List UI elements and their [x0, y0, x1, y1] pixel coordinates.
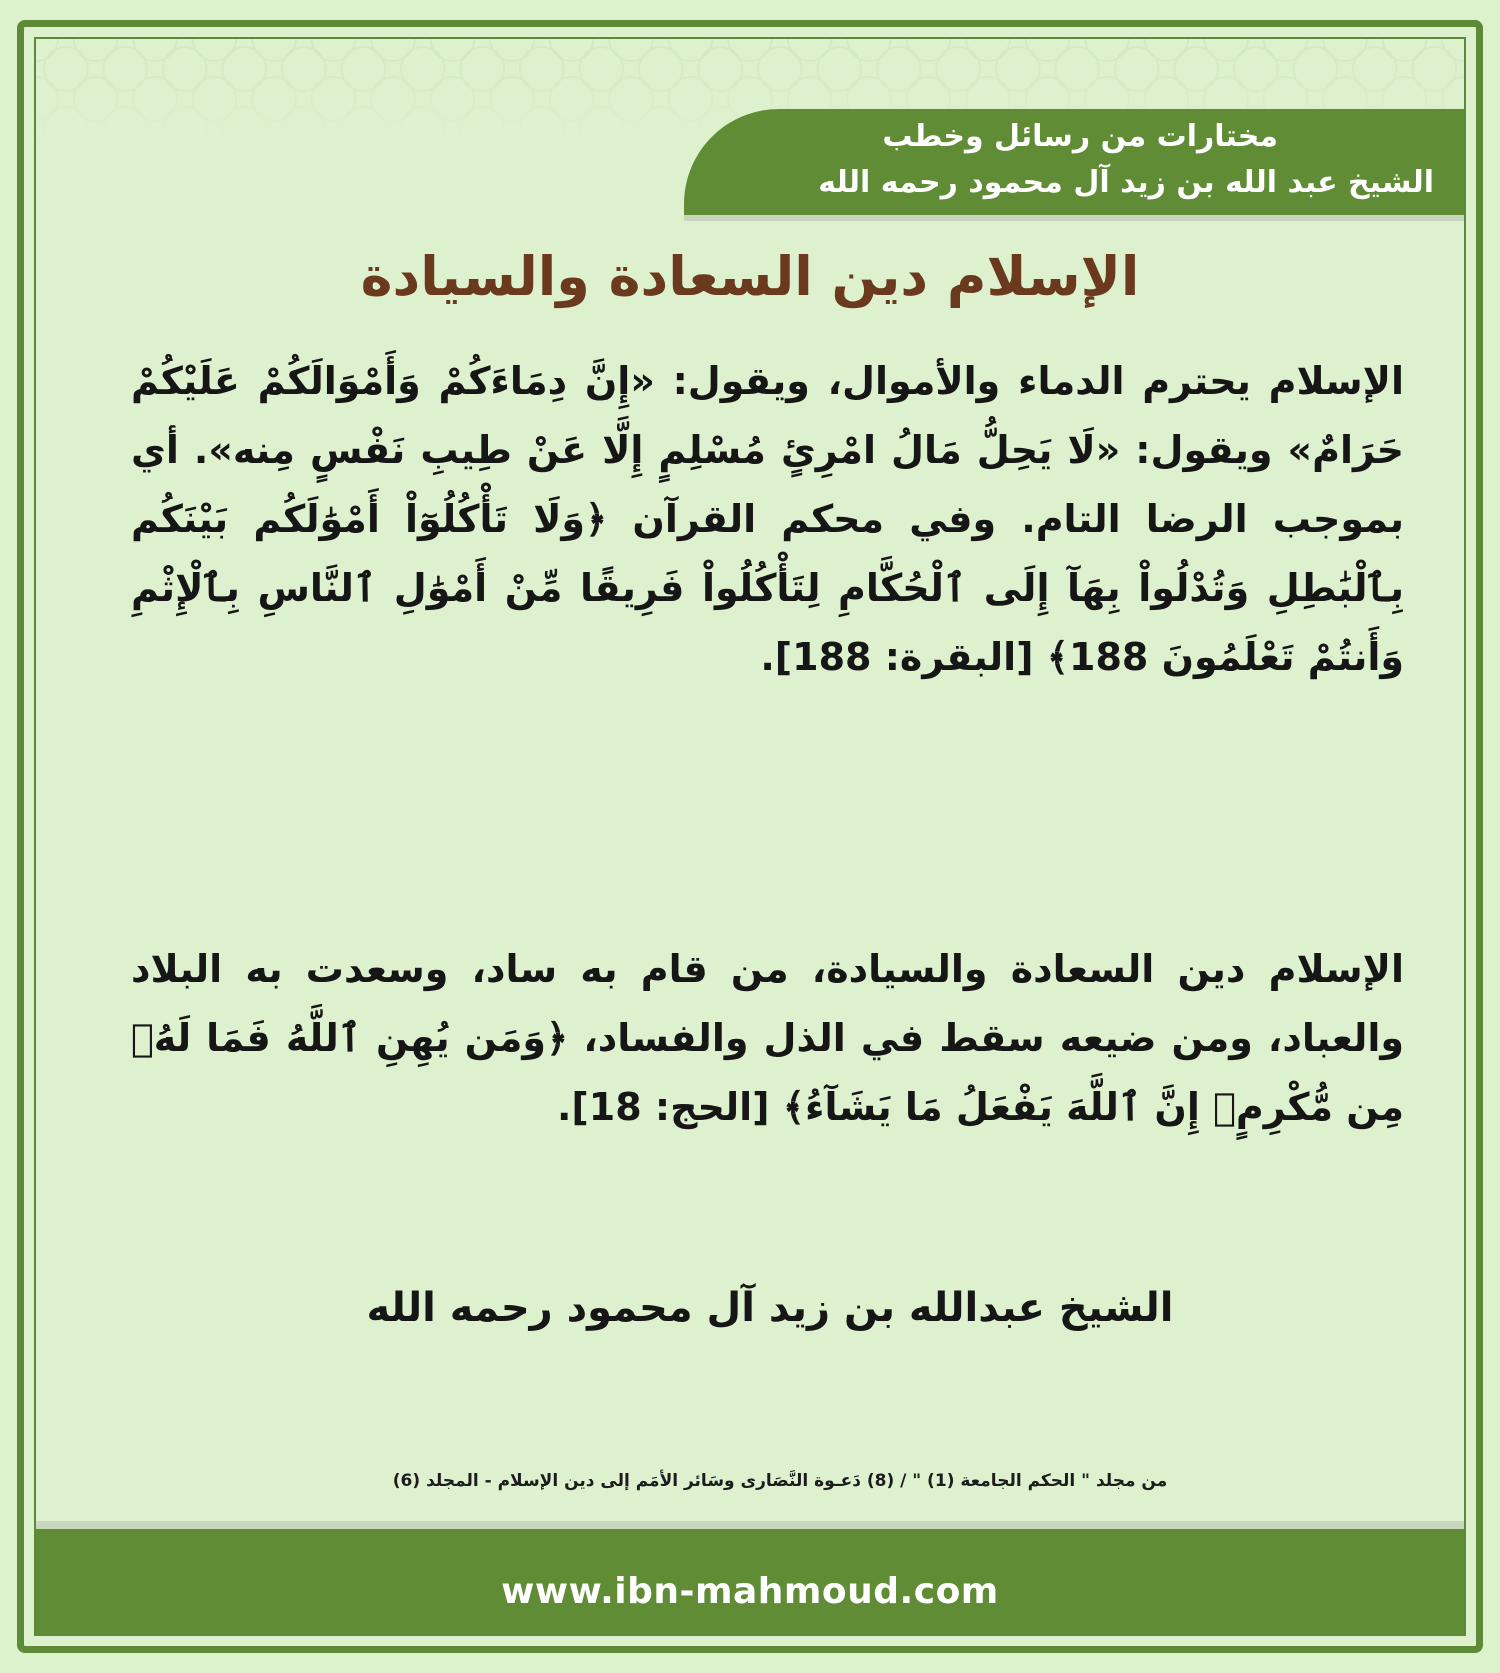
source-citation: من مجلد " الحكم الجامعة (1) " / (8) دَعـوة النَّصَارى وسَائر الأمَم إلى دين الإسلام - المجلد (6)	[392, 1471, 1168, 1491]
page-title: الإسلام دين السعادة والسيادة	[360, 245, 1140, 308]
header-banner	[684, 109, 1464, 215]
header-author: الشيخ عبد الله بن زيد آل محمود رحمه الله	[818, 165, 1434, 200]
signature: الشيخ عبدالله بن زيد آل محمود رحمه الله	[366, 1285, 1174, 1331]
body-paragraph-1: الإسلام يحترم الدماء والأموال، ويقول: «إِنَّ دِمَاءَكُمْ وَأَمْوَالَكُمْ عَلَيْكُمْ حَرَامٌ» ويقول: «لَا يَحِلُّ مَالُ امْرِئٍ مُسْلِمٍ إِلَّا عَنْ طِيبِ نَفْسٍ مِنه». أي بموجب الرضا التام. وفي محكم القرآن ﴿وَلَا تَأْكُلُوٓاْ أَمْوَٰلَكُم بَيْنَكُم بِٱلْبَٰطِلِ وَتُدْلُواْ بِهَآ إِلَى ٱلْحُكَّامِ لِتَأْكُلُواْ فَرِيقًا مِّنْ أَمْوَٰلِ ٱلنَّاسِ بِٱلْإِثْمِ وَأَنتُمْ تَعْلَمُونَ 188﴾ [البقرة: 188].	[131, 359, 1404, 679]
header-series-title: مختارات من رسائل وخطب	[882, 119, 1278, 154]
body-paragraph-2: الإسلام دين السعادة والسيادة، من قام به ساد، وسعدت به البلاد والعباد، ومن ضيعه سقط في الذل والفساد، ﴿وَمَن يُهِنِ ٱللَّهُ فَمَا لَهُۥ مِن مُّكْرِمٍۚ إِنَّ ٱللَّهَ يَفْعَلُ مَا يَشَآءُ﴾ [الحج: 18].	[131, 947, 1404, 1129]
website-link[interactable]: www.ibn-mahmoud.com	[501, 1571, 999, 1612]
footer-divider	[36, 1521, 1464, 1529]
outer-frame	[17, 20, 1483, 1653]
footer-bar	[36, 1529, 1464, 1634]
inner-frame	[34, 37, 1466, 1636]
